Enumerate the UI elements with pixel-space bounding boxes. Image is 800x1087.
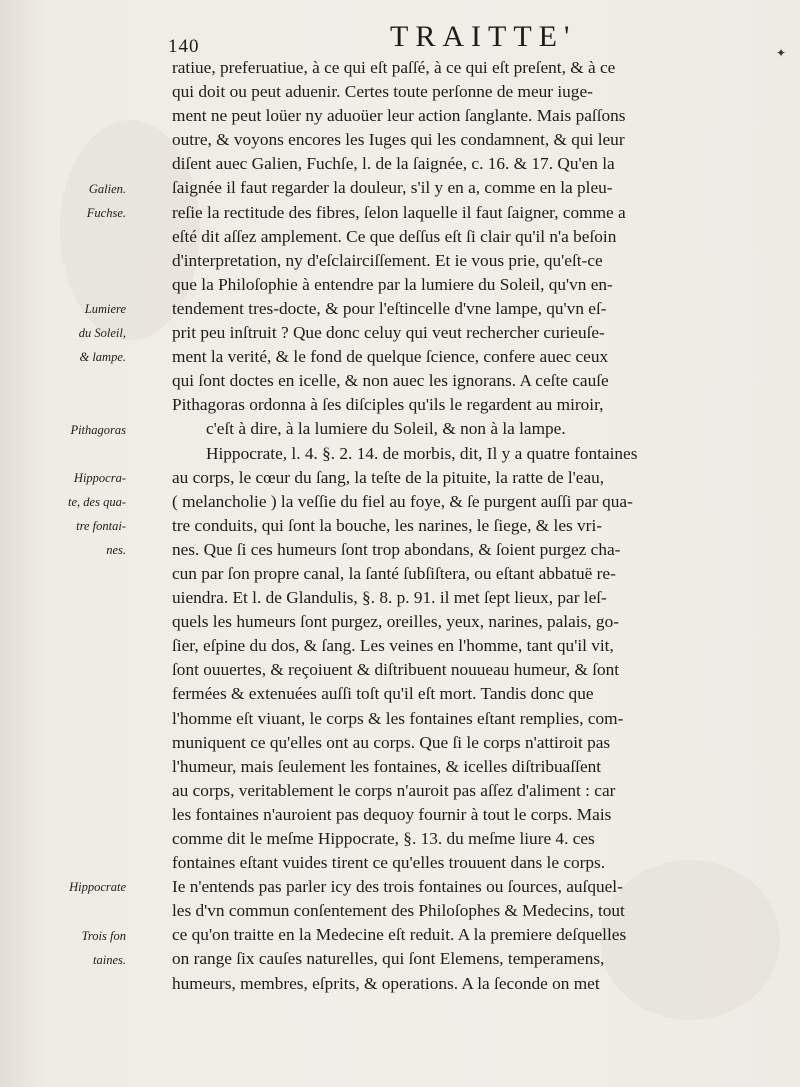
text-line: qui doit ou peut aduenir. Certes toute perſonne de meur iuge- [172, 82, 593, 102]
margin-note: Hippocrate [69, 880, 126, 895]
text-line: diſent auec Galien, Fuchſe, l. de la ſaignée, c. 16. & 17. Qu'en la [172, 154, 615, 174]
text-line: on range ſix cauſes naturelles, qui ſont Elemens, temperamens, [172, 949, 605, 969]
text-line: fontaines eſtant vuides tirent ce qu'elles trouuent dans le corps. [172, 853, 606, 873]
text-line: Pithagoras ordonna à ſes diſciples qu'ils le regardent au miroir, [172, 395, 604, 415]
text-line: reſie la rectitude des fibres, ſelon laquelle il faut ſaigner, comme a [172, 202, 626, 222]
text-line: ſier, eſpine du dos, & ſang. Les veines en l'homme, tant qu'il vit, [172, 636, 614, 656]
text-line: les fontaines n'auroient pas dequoy fournir à tout le corps. Mais [172, 804, 612, 824]
page-number: 140 [168, 36, 200, 57]
text-line: ſont ouuertes, & reçoiuent & diſtribuent nouueau humeur, & ſont [172, 660, 620, 680]
text-line: muniquent ce qu'elles ont au corps. Que ſi le corps n'attiroit pas [172, 732, 611, 752]
text-line: Ie n'entends pas parler icy des trois fontaines ou ſources, auſquel- [172, 877, 623, 897]
text-line: tre conduits, qui ſont la bouche, les narines, le ſiege, & les vri- [172, 515, 602, 535]
text-line: comme dit le meſme Hippocrate, §. 13. du meſme liure 4. ces [172, 829, 595, 848]
margin-note: Galien. [88, 181, 126, 196]
text-line: outre, & voyons encores les Iuges qui les condamnent, & qui leur [172, 130, 625, 150]
text-line: Hippocrate, l. 4. §. 2. 14. de morbis, dit, Il y a quatre fontaines [206, 443, 638, 463]
margin-note: Hippocra- [73, 470, 126, 485]
margin-note: nes. [106, 543, 126, 557]
text-line: humeurs, membres, eſprits, & operations. A la ſeconde on met [172, 973, 600, 993]
text-line: ratiue, preferuatiue, à ce qui eſt paſſé, à ce qui eſt preſent, & à ce [172, 58, 616, 77]
text-line: ( melancholie ) la veſſie du fiel au foye, & ſe purgent auſſi par qua- [172, 491, 633, 511]
margin-note: du Soleil, [78, 326, 126, 341]
text-line: prit peu inſtruit ? Que donc celuy qui veut rechercher curieuſe- [172, 323, 605, 343]
text-line: que la Philoſophie à entendre par la lumiere du Soleil, qu'vn en- [172, 274, 613, 294]
text-line: fermées & extenuées auſſi toſt qu'il eſt mort. Tandis donc que [172, 684, 594, 704]
text-line: ment la verité, & le fond de quelque ſcience, confere auec ceux [172, 347, 609, 367]
text-line: d'interpretation, ny d'eſclairciſſement. Et ie vous prie, qu'eſt-ce [172, 250, 603, 270]
margin-note: tre fontai- [76, 518, 126, 533]
text-line: ment ne peut loüer ny aduoüer leur action ſanglante. Mais paſſons [172, 106, 626, 126]
text-line: qui ſont doctes en icelle, & non auec les ignorans. A ceſte cauſe [172, 371, 609, 391]
ornament-mark: ✦ [776, 46, 787, 60]
text-line: cun par ſon propre canal, la ſanté ſubſiſtera, ou eſtant abbatuë re- [172, 563, 616, 583]
running-title: TRAITTE' [390, 20, 577, 53]
text-line: uiendra. Et l. de Glandulis, §. 8. p. 91. il met ſept lieux, par leſ- [172, 588, 607, 608]
text-line: nes. Que ſi ces humeurs ſont trop abondans, & ſoient purgez cha- [172, 539, 621, 559]
margin-note: Pithagoras [70, 422, 126, 437]
margin-note: Fuchse. [86, 205, 126, 220]
text-line: c'eſt à dire, à la lumiere du Soleil, & non à la lampe. [206, 419, 566, 439]
text-line: quels les humeurs ſont purgez, oreilles, yeux, narines, palais, go- [172, 612, 619, 632]
text-line: ce qu'on traitte en la Medecine eſt reduit. A la premiere deſquelles [172, 925, 627, 945]
margin-note: & lampe. [79, 350, 126, 365]
margin-note: Lumiere [84, 302, 126, 316]
text-line: les d'vn commun conſentement des Philoſophes & Medecins, tout [172, 901, 625, 921]
margin-note: Trois fon [81, 928, 126, 943]
text-line: tendement tres-docte, & pour l'eſtincelle d'vne lampe, qu'vn eſ- [172, 298, 607, 318]
margin-note: taines. [93, 952, 126, 967]
body-text [172, 56, 787, 996]
text-line: l'humeur, mais ſeulement les fontaines, & icelles diſtribuaſſent [172, 756, 602, 776]
text-line: au corps, veritablement le corps n'auroit pas aſſez d'aliment : car [172, 780, 616, 800]
text-line: l'homme eſt viuant, le corps & les fontaines eſtant remplies, com- [172, 708, 624, 728]
text-line: au corps, le cœur du ſang, la teſte de la pituite, la ratte de l'eau, [172, 467, 605, 487]
margin-note: te, des qua- [68, 494, 126, 509]
text-line: eſté dit aſſez amplement. Ce que deſſus eſt ſi clair qu'il n'a beſoin [172, 226, 617, 246]
text-line: ſaignée il faut regarder la douleur, s'il y en a, comme en la pleu- [172, 178, 613, 198]
